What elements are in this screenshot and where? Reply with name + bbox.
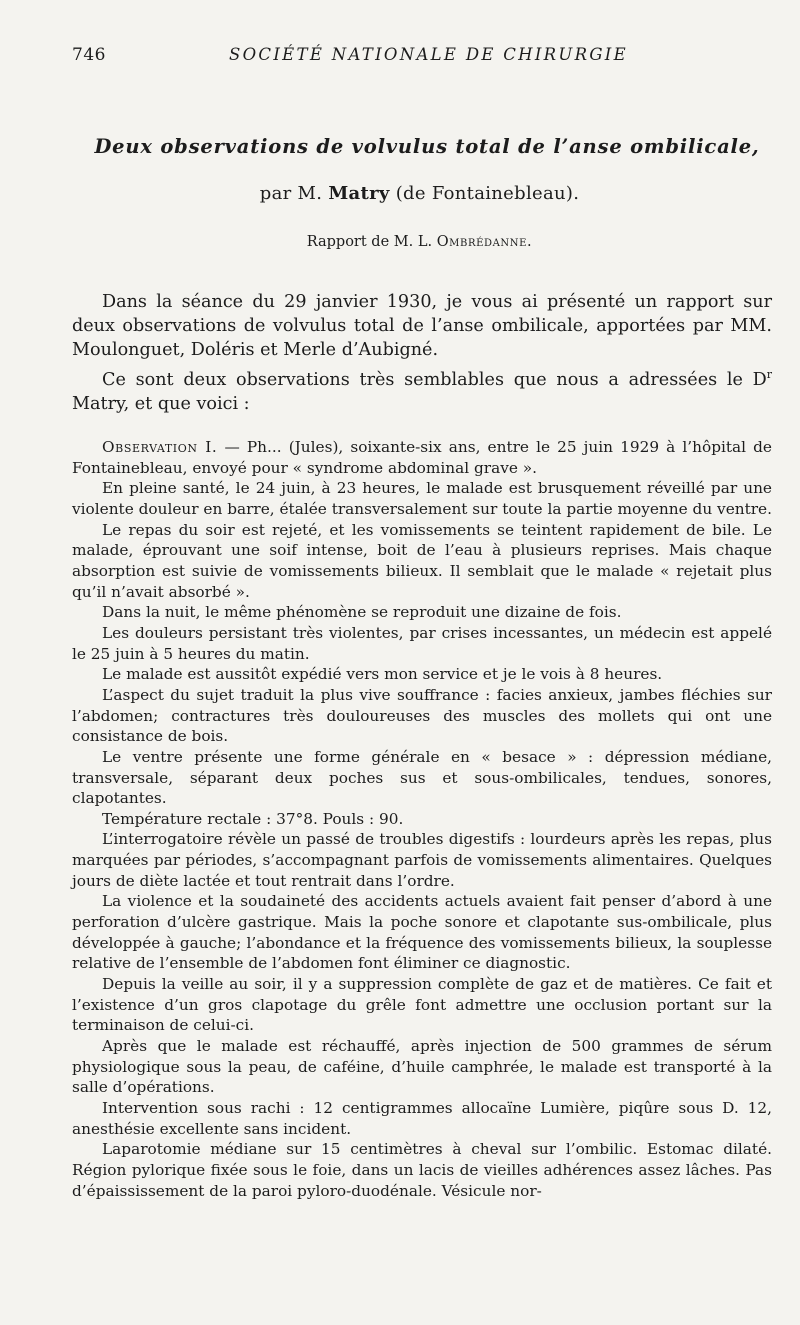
title-superscript: r [766,367,772,381]
byline-suffix: (de Fontainebleau). [395,183,580,204]
observation-paragraph: Laparotomie médiane sur 15 centimètres à cheval sur l’ombilic. Estomac dilaté. Région pylorique fixée sous le foie, dans un lacis de vieilles adhérences assez lâches. Pas d’épaississement de la paroi pyloro-duodénale. Vésicule nor- [72,1140,772,1200]
observation-paragraph: Le ventre présente une forme générale en « besace » : dépression médiane, transversale, séparant deux poches sus et sous-ombilicales, tendues, sonores, clapotantes. [72,747,772,808]
observation-paragraph: Dans la nuit, le même phénomène se reproduit une dizaine de fois. [102,603,622,622]
observation-section [72,437,772,1201]
observation-heading: Observation I. [102,438,218,456]
observation-paragraph: Les douleurs persistant très violentes, par crises incessantes, un médecin est appelé le 25 juin à 5 heures du matin. [72,623,772,663]
observation-paragraph [72,437,772,478]
observation-paragraph: Le malade est aussitôt expédié vers mon service et je le vois à 8 heures. [102,665,663,684]
intro-paragraph [72,363,772,416]
intro-paragraph: Dans la séance du 29 janvier 1930, je vous ai présenté un rapport sur deux observations de volvulus total de l’anse ombilicale, apportées par MM. Moulonguet, Doléris et Merle d’Aubigné. [72,292,772,361]
observation-paragraph: L’aspect du sujet traduit la plus vive souffrance : facies anxieux, jambes fléchies sur l’abdomen; contractures très douloureuses des muscles des mollets qui ont une consistance de bois. [72,685,772,746]
report-line [72,234,767,250]
intro-text: Ce sont deux observations très semblables que nous a adressées le D [102,369,767,390]
author-name: Matry [328,183,390,204]
article-title: Deux observations de volvulus total de l’anse ombilicale, [94,135,760,158]
observation-paragraph: Le repas du soir est rejeté, et les vomissements se teintent rapidement de bile. Le malade, éprouvant une soif intense, boit de l’eau à plusieurs reprises. Mais chaque absorption est suivie de vomissements bilieux. Il semblait que le malade « rejetait plus qu’il n’avait absorbé ». [72,520,772,601]
observation-paragraph: Depuis la veille au soir, il y a suppression complète de gaz et de matières. Ce fait et l’existence d’un gros clapotage du grêle font admettre une occlusion portant sur la terminaison de celui-ci. [72,975,772,1035]
intro-text: Matry, et que voici : [72,393,250,414]
observation-paragraph: Intervention sous rachi : 12 centigrammes allocaïne Lumière, piqûre sous D. 12, anesthésie excellente sans incident. [72,1099,772,1138]
observation-paragraph: L’interrogatoire révèle un passé de troubles digestifs : lourdeurs après les repas, plus marquées par périodes, s’accompagnant parfois de vomissements alimentaires. Quelques jours de diète lactée et tout rentrait dans l’ordre. [72,830,772,890]
reporter-name: Ombrédanne. [436,234,533,250]
journal-title: SOCIÉTÉ NATIONALE DE CHIRURGIE [229,45,628,64]
observation-paragraph: Après que le malade est réchauffé, après injection de 500 grammes de sérum physiologique sous la peau, de caféine, d’huile camphrée, le malade est transporté à la salle d’opérations. [72,1037,772,1097]
observation-paragraph: En pleine santé, le 24 juin, à 23 heures, le malade est brusquement réveillé par une violente douleur en barre, étalée transversalement sur toute la partie moyenne du ventre. [72,479,772,518]
report-prefix: Rapport de M. L. [306,234,433,250]
byline-prefix: par M. [259,183,323,204]
page-number: 746 [72,45,106,65]
observation-intro-text: — Ph... (Jules), soixante-six ans, entre le 25 juin 1929 à l’hôpital de Fontainebleau, envoyé pour « syndrome abdominal grave ». [72,438,772,477]
byline [72,183,767,204]
observation-paragraph: La violence et la soudaineté des accidents actuels avaient fait penser d’abord à une perforation d’ulcère gastrique. Mais la poche sonore et clapotante sus-ombilicale, plus développée à gauche; l’abondance et la fréquence des vomissements bilieux, la souplesse relative de l’ensemble de l’abdomen font éliminer ce diagnostic. [72,892,772,973]
intro-section [72,290,772,416]
running-head [72,45,772,69]
observation-paragraph: Température rectale : 37°8. Pouls : 90. [102,809,404,828]
